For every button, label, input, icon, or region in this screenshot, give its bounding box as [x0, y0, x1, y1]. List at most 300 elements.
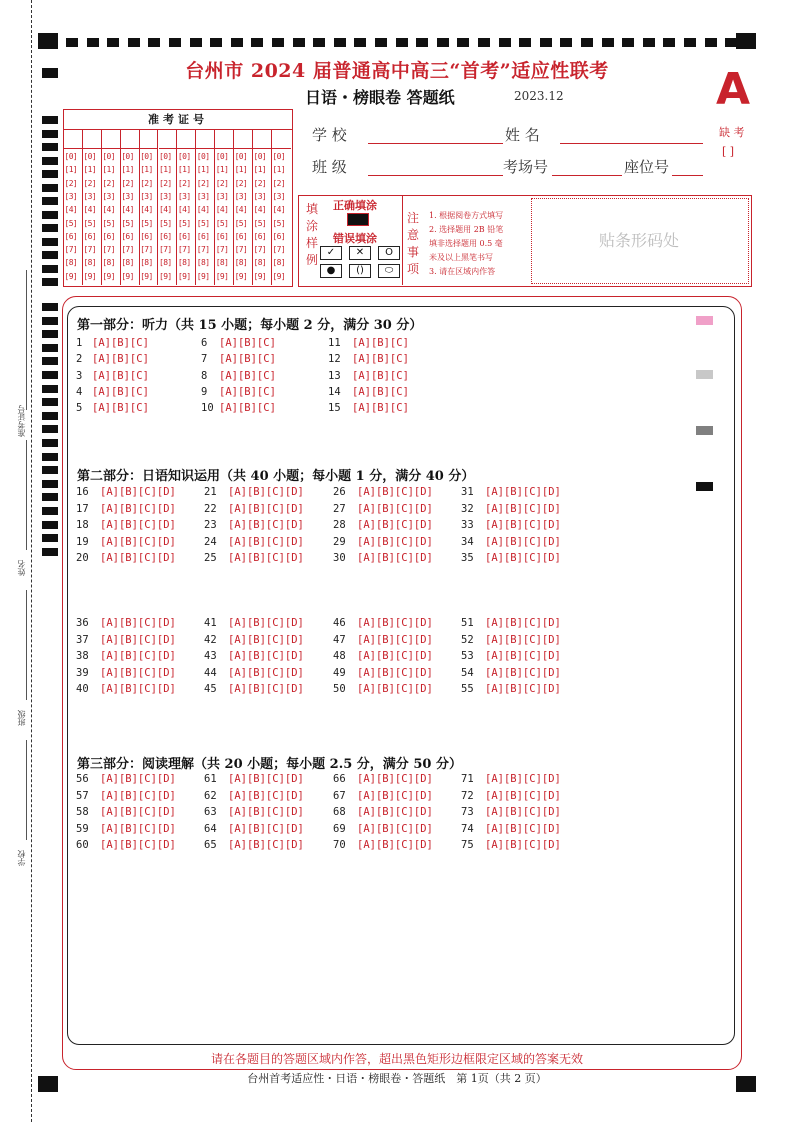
question-number: 46 — [333, 617, 346, 629]
id-bubble[interactable]: [0] — [177, 152, 191, 161]
answer-options[interactable]: [A][B][C][D] — [357, 633, 433, 646]
question-8[interactable] — [201, 370, 276, 382]
id-bubble[interactable]: [4] — [253, 205, 267, 215]
id-bubble[interactable]: [2] — [83, 178, 97, 188]
answer-options[interactable]: [A][B][C][D] — [228, 617, 304, 629]
id-bubble[interactable]: [3] — [196, 191, 210, 201]
id-bubble[interactable]: [4] — [215, 205, 229, 215]
id-bubble[interactable]: [1] — [159, 165, 172, 175]
answer-options[interactable]: [A][B][C][D] — [100, 683, 176, 695]
id-bubble[interactable]: [9] — [177, 271, 191, 281]
answer-options[interactable]: [A][B][C][D] — [357, 683, 433, 695]
id-bubble[interactable]: [7] — [102, 245, 115, 255]
answer-options[interactable]: [A][B][C][D] — [485, 617, 561, 629]
id-digit-box[interactable] — [64, 130, 83, 149]
id-bubble[interactable]: [5] — [234, 218, 248, 228]
id-bubble[interactable]: [9] — [159, 271, 172, 281]
id-bubble[interactable]: [8] — [272, 258, 286, 268]
answer-options[interactable]: [A][B][C][D] — [100, 822, 176, 835]
id-bubble[interactable]: [0] — [272, 152, 286, 161]
answer-options[interactable]: [A][B][C][D] — [357, 822, 433, 835]
notice-label: 注 意 事 项 — [407, 211, 420, 276]
id-bubble[interactable]: [6] — [102, 231, 115, 241]
id-bubble[interactable]: [5] — [102, 218, 115, 228]
question-40[interactable] — [76, 683, 176, 695]
id-bubble[interactable]: [7] — [159, 245, 172, 255]
id-bubble[interactable]: [1] — [196, 165, 210, 175]
answer-options[interactable]: [A][B][C][D] — [357, 502, 433, 515]
id-digit-box[interactable] — [121, 130, 140, 149]
question-26[interactable] — [333, 486, 433, 498]
question-61[interactable] — [204, 773, 304, 785]
answer-options[interactable]: [A][B][C][D] — [485, 502, 561, 515]
answer-options[interactable]: [A][B][C][D] — [228, 650, 304, 662]
question-7[interactable] — [201, 353, 276, 365]
class-field[interactable] — [368, 175, 503, 176]
absent-checkbox[interactable]: [ ] — [722, 145, 735, 158]
question-54[interactable] — [461, 667, 561, 679]
id-bubble[interactable]: [4] — [272, 205, 286, 215]
id-bubble[interactable]: [5] — [159, 218, 172, 228]
question-5[interactable] — [76, 402, 149, 414]
question-44[interactable] — [204, 667, 304, 679]
id-bubble[interactable]: [9] — [83, 271, 97, 281]
id-bubble[interactable]: [6] — [196, 231, 210, 241]
id-bubble[interactable]: [4] — [140, 205, 153, 215]
answer-options[interactable]: [A][B][C][D] — [100, 617, 176, 629]
answer-options[interactable]: [A][B][C][D] — [228, 773, 304, 785]
answer-options[interactable]: [A][B][C][D] — [485, 773, 561, 785]
id-bubble[interactable]: [2] — [196, 178, 210, 188]
id-bubble[interactable]: [9] — [234, 271, 248, 281]
answer-options[interactable]: [A][B][C] — [92, 402, 149, 415]
id-digit-box[interactable] — [83, 130, 102, 149]
id-bubble[interactable]: [8] — [234, 258, 248, 268]
id-bubble[interactable]: [3] — [159, 191, 172, 201]
question-11[interactable] — [328, 337, 409, 349]
id-bubble[interactable]: [8] — [196, 258, 210, 268]
answer-options[interactable]: [A][B][C][D] — [357, 617, 433, 629]
question-50[interactable] — [333, 683, 433, 695]
id-bubble[interactable]: [6] — [234, 231, 248, 241]
answer-options[interactable]: [A][B][C][D] — [100, 789, 176, 802]
answer-options[interactable]: [A][B][C][D] — [228, 666, 304, 679]
question-37[interactable] — [76, 634, 176, 646]
question-31[interactable] — [461, 486, 561, 498]
question-24[interactable] — [204, 536, 304, 548]
question-72[interactable] — [461, 790, 561, 802]
answer-options[interactable]: [A][B][C][D] — [357, 552, 433, 564]
question-22[interactable] — [204, 503, 304, 515]
answer-options[interactable]: [A][B][C] — [92, 337, 149, 349]
id-bubble[interactable]: [9] — [196, 271, 210, 281]
answer-options[interactable]: [A][B][C][D] — [485, 839, 561, 851]
id-bubble[interactable]: [1] — [253, 165, 267, 175]
question-20[interactable] — [76, 552, 176, 564]
question-56[interactable] — [76, 773, 176, 785]
question-66[interactable] — [333, 773, 433, 785]
id-bubble[interactable]: [5] — [253, 218, 267, 228]
question-28[interactable] — [333, 519, 433, 531]
id-bubble[interactable]: [5] — [121, 218, 134, 228]
id-digit-box[interactable] — [253, 130, 272, 149]
question-9[interactable] — [201, 386, 276, 398]
question-60[interactable] — [76, 839, 176, 851]
timing-mark — [190, 38, 202, 47]
id-bubble[interactable]: [8] — [253, 258, 267, 268]
answer-options[interactable]: [A][B][C] — [219, 337, 276, 349]
question-71[interactable] — [461, 773, 561, 785]
id-bubble[interactable]: [4] — [159, 205, 172, 215]
answer-options[interactable]: [A][B][C] — [219, 402, 276, 415]
answer-options[interactable]: [A][B][C][D] — [485, 535, 561, 548]
question-15[interactable] — [328, 402, 409, 414]
question-63[interactable] — [204, 806, 304, 818]
id-bubble[interactable]: [0] — [234, 152, 248, 161]
question-number: 69 — [333, 822, 346, 835]
question-23[interactable] — [204, 519, 304, 531]
id-bubble[interactable]: [3] — [215, 191, 229, 201]
answer-options[interactable]: [A][B][C] — [352, 369, 409, 382]
question-42[interactable] — [204, 634, 304, 646]
answer-options[interactable]: [A][B][C] — [352, 385, 409, 398]
question-39[interactable] — [76, 667, 176, 679]
id-bubble[interactable]: [3] — [140, 191, 153, 201]
question-64[interactable] — [204, 823, 304, 835]
question-27[interactable] — [333, 503, 433, 515]
question-6[interactable] — [201, 337, 276, 349]
question-55[interactable] — [461, 683, 561, 695]
answer-options[interactable]: [A][B][C][D] — [485, 683, 561, 695]
answer-options[interactable]: [A][B][C][D] — [485, 806, 561, 818]
answer-options[interactable]: [A][B][C][D] — [100, 839, 176, 851]
id-bubble[interactable]: [9] — [253, 271, 267, 281]
id-bubble[interactable]: [2] — [140, 178, 153, 188]
question-1[interactable] — [76, 337, 149, 349]
id-bubble[interactable]: [4] — [121, 205, 134, 215]
question-16[interactable] — [76, 486, 176, 498]
answer-options[interactable]: [A][B][C][D] — [357, 535, 433, 548]
id-bubble[interactable]: [9] — [272, 271, 286, 281]
id-bubble[interactable]: [7] — [272, 245, 286, 255]
id-bubble[interactable]: [7] — [196, 245, 210, 255]
question-12[interactable] — [328, 353, 409, 365]
id-bubble[interactable]: [8] — [64, 258, 78, 268]
id-bubble[interactable]: [3] — [234, 191, 248, 201]
question-45[interactable] — [204, 683, 304, 695]
answer-options[interactable]: [A][B][C][D] — [485, 789, 561, 802]
answer-options[interactable]: [A][B][C][D] — [100, 519, 176, 531]
answer-options[interactable]: [A][B][C][D] — [485, 822, 561, 835]
answer-options[interactable]: [A][B][C] — [352, 402, 409, 415]
id-bubble[interactable]: [1] — [64, 165, 78, 175]
answer-options[interactable]: [A][B][C][D] — [100, 486, 176, 498]
answer-options[interactable]: [A][B][C] — [219, 353, 276, 366]
id-bubble[interactable]: [7] — [253, 245, 267, 255]
id-bubble[interactable]: [0] — [83, 152, 97, 161]
id-bubble[interactable]: [6] — [253, 231, 267, 241]
question-29[interactable] — [333, 536, 433, 548]
answer-options[interactable]: [A][B][C][D] — [100, 552, 176, 564]
id-digit-box[interactable] — [102, 130, 121, 149]
answer-options[interactable]: [A][B][C][D] — [485, 552, 561, 564]
id-bubble[interactable]: [8] — [140, 258, 153, 268]
id-bubble[interactable]: [6] — [83, 231, 97, 241]
question-25[interactable] — [204, 552, 304, 564]
id-bubble[interactable]: [3] — [253, 191, 267, 201]
question-48[interactable] — [333, 650, 433, 662]
id-bubble[interactable]: [5] — [64, 218, 78, 228]
answer-options[interactable]: [A][B][C] — [352, 353, 409, 366]
id-bubble[interactable]: [9] — [140, 271, 153, 281]
answer-options[interactable]: [A][B][C][D] — [485, 519, 561, 531]
id-bubble[interactable]: [1] — [102, 165, 115, 175]
question-69[interactable] — [333, 823, 433, 835]
id-bubble[interactable]: [0] — [196, 152, 210, 161]
question-58[interactable] — [76, 806, 176, 818]
question-70[interactable] — [333, 839, 433, 851]
question-41[interactable] — [204, 617, 304, 629]
question-4[interactable] — [76, 386, 149, 398]
id-bubble[interactable]: [5] — [196, 218, 210, 228]
answer-options[interactable]: [A][B][C][D] — [100, 806, 176, 818]
id-bubble[interactable]: [0] — [64, 152, 78, 161]
id-digit-box[interactable] — [196, 130, 215, 149]
id-digit-box[interactable] — [272, 130, 291, 149]
answer-options[interactable]: [A][B][C] — [92, 385, 149, 398]
school-field[interactable] — [368, 143, 503, 144]
question-75[interactable] — [461, 839, 561, 851]
id-bubble[interactable]: [2] — [272, 178, 286, 188]
question-34[interactable] — [461, 536, 561, 548]
answer-options[interactable]: [A][B][C][D] — [357, 519, 433, 531]
id-bubble[interactable]: [3] — [83, 191, 97, 201]
question-59[interactable] — [76, 823, 176, 835]
question-32[interactable] — [461, 503, 561, 515]
question-21[interactable] — [204, 486, 304, 498]
id-bubble[interactable]: [2] — [215, 178, 229, 188]
timing-mark — [42, 278, 58, 286]
id-bubble[interactable]: [9] — [121, 271, 134, 281]
exam-id-title: 准考证号 — [64, 110, 292, 130]
question-36[interactable] — [76, 617, 176, 629]
answer-options[interactable]: [A][B][C][D] — [357, 806, 433, 818]
answer-options[interactable]: [A][B][C][D] — [228, 552, 304, 564]
question-74[interactable] — [461, 823, 561, 835]
id-bubble[interactable]: [8] — [177, 258, 191, 268]
answer-options[interactable]: [A][B][C][D] — [100, 633, 176, 646]
exam-room-field[interactable] — [552, 175, 622, 176]
question-73[interactable] — [461, 806, 561, 818]
id-bubble[interactable]: [7] — [83, 245, 97, 255]
answer-options[interactable]: [A][B][C][D] — [485, 666, 561, 679]
id-digit-box[interactable] — [159, 130, 178, 149]
question-3[interactable] — [76, 370, 149, 382]
answer-options[interactable]: [A][B][C][D] — [228, 486, 304, 498]
id-bubble[interactable]: [3] — [177, 191, 191, 201]
name-field[interactable] — [560, 143, 703, 144]
answer-options[interactable]: [A][B][C][D] — [357, 486, 433, 498]
id-bubble[interactable]: [1] — [121, 165, 134, 175]
id-bubble[interactable]: [5] — [140, 218, 153, 228]
id-bubble[interactable]: [7] — [140, 245, 153, 255]
id-digit-box[interactable] — [234, 130, 253, 149]
answer-options[interactable]: [A][B][C][D] — [228, 839, 304, 851]
question-17[interactable] — [76, 503, 176, 515]
answer-options[interactable]: [A][B][C] — [92, 353, 149, 366]
id-bubble[interactable]: [4] — [177, 205, 191, 215]
question-14[interactable] — [328, 386, 409, 398]
id-bubble[interactable]: [2] — [121, 178, 134, 188]
id-bubble[interactable]: [0] — [102, 152, 115, 161]
id-bubble[interactable]: [0] — [253, 152, 267, 161]
question-number: 40 — [76, 683, 89, 695]
id-bubble[interactable]: [2] — [102, 178, 115, 188]
answer-options[interactable]: [A][B][C][D] — [357, 666, 433, 679]
id-bubble[interactable]: [4] — [234, 205, 248, 215]
seat-field[interactable] — [672, 175, 703, 176]
id-bubble[interactable]: [0] — [140, 152, 153, 161]
answer-options[interactable]: [A][B][C][D] — [228, 535, 304, 548]
answer-options[interactable]: [A][B][C] — [219, 385, 276, 398]
id-bubble[interactable]: [1] — [83, 165, 97, 175]
id-bubble[interactable]: [1] — [215, 165, 229, 175]
id-digit-box[interactable] — [215, 130, 234, 149]
id-bubble[interactable]: [1] — [140, 165, 153, 175]
id-bubble[interactable]: [0] — [159, 152, 172, 161]
id-bubble[interactable]: [9] — [215, 271, 229, 281]
id-bubble[interactable]: [6] — [215, 231, 229, 241]
id-bubble[interactable]: [4] — [64, 205, 78, 215]
question-13[interactable] — [328, 370, 409, 382]
id-bubble[interactable]: [9] — [102, 271, 115, 281]
id-bubble[interactable]: [6] — [177, 231, 191, 241]
question-49[interactable] — [333, 667, 433, 679]
id-bubble[interactable]: [2] — [253, 178, 267, 188]
timing-mark — [42, 385, 58, 393]
id-bubble[interactable]: [4] — [83, 205, 97, 215]
id-bubble[interactable]: [8] — [215, 258, 229, 268]
timing-mark — [251, 38, 263, 47]
answer-options[interactable]: [A][B][C][D] — [485, 486, 561, 498]
id-bubble[interactable]: [8] — [159, 258, 172, 268]
question-52[interactable] — [461, 634, 561, 646]
id-digit-box[interactable] — [140, 130, 159, 149]
question-68[interactable] — [333, 806, 433, 818]
question-18[interactable] — [76, 519, 176, 531]
question-30[interactable] — [333, 552, 433, 564]
id-bubble[interactable]: [7] — [234, 245, 248, 255]
id-bubble[interactable]: [7] — [121, 245, 134, 255]
answer-options[interactable]: [A][B][C][D] — [228, 519, 304, 531]
answer-options[interactable]: [A][B][C] — [219, 369, 276, 382]
answer-options[interactable]: [A][B][C][D] — [357, 650, 433, 662]
question-43[interactable] — [204, 650, 304, 662]
answer-options[interactable]: [A][B][C][D] — [485, 633, 561, 646]
question-10[interactable] — [201, 402, 276, 414]
question-number: 39 — [76, 666, 89, 679]
id-bubble[interactable]: [6] — [272, 231, 286, 241]
question-35[interactable] — [461, 552, 561, 564]
timing-mark — [148, 38, 160, 47]
id-bubble[interactable]: [3] — [272, 191, 286, 201]
id-bubble[interactable]: [3] — [121, 191, 134, 201]
id-bubble[interactable]: [2] — [64, 178, 78, 188]
question-57[interactable] — [76, 790, 176, 802]
id-bubble[interactable]: [5] — [272, 218, 286, 228]
question-number: 57 — [76, 789, 89, 802]
answer-options[interactable]: [A][B][C][D] — [100, 502, 176, 515]
id-bubble[interactable]: [8] — [83, 258, 97, 268]
answer-options[interactable]: [A][B][C][D] — [228, 633, 304, 646]
question-33[interactable] — [461, 519, 561, 531]
id-bubble[interactable]: [9] — [64, 271, 78, 281]
id-bubble[interactable]: [4] — [102, 205, 115, 215]
question-67[interactable] — [333, 790, 433, 802]
id-bubble[interactable]: [0] — [121, 152, 134, 161]
id-bubble[interactable]: [4] — [196, 205, 210, 215]
answer-options[interactable]: [A][B][C][D] — [485, 650, 561, 662]
id-bubble[interactable]: [8] — [121, 258, 134, 268]
answer-options[interactable]: [A][B][C][D] — [100, 773, 176, 785]
id-bubble[interactable]: [3] — [64, 191, 78, 201]
answer-options[interactable]: [A][B][C][D] — [228, 502, 304, 515]
answer-options[interactable]: [A][B][C][D] — [228, 789, 304, 802]
answer-options[interactable]: [A][B][C][D] — [228, 683, 304, 695]
answer-options[interactable]: [A][B][C] — [352, 337, 409, 349]
answer-options[interactable]: [A][B][C][D] — [100, 650, 176, 662]
id-bubble[interactable]: [6] — [140, 231, 153, 241]
answer-options[interactable]: [A][B][C][D] — [100, 535, 176, 548]
id-bubble[interactable]: [5] — [177, 218, 191, 228]
question-53[interactable] — [461, 650, 561, 662]
id-bubble[interactable]: [6] — [121, 231, 134, 241]
id-bubble[interactable]: [5] — [83, 218, 97, 228]
answer-options[interactable]: [A][B][C][D] — [357, 773, 433, 785]
id-bubble[interactable]: [7] — [215, 245, 229, 255]
answer-options[interactable]: [A][B][C][D] — [357, 839, 433, 851]
question-46[interactable] — [333, 617, 433, 629]
id-bubble[interactable]: [3] — [102, 191, 115, 201]
id-bubble[interactable]: [1] — [234, 165, 248, 175]
answer-options[interactable]: [A][B][C][D] — [228, 822, 304, 835]
question-47[interactable] — [333, 634, 433, 646]
question-2[interactable] — [76, 353, 149, 365]
id-bubble[interactable]: [1] — [272, 165, 286, 175]
answer-options[interactable]: [A][B][C][D] — [228, 806, 304, 818]
id-bubble[interactable]: [2] — [177, 178, 191, 188]
question-62[interactable] — [204, 790, 304, 802]
answer-options[interactable]: [A][B][C] — [92, 369, 149, 382]
id-bubble[interactable]: [2] — [234, 178, 248, 188]
id-bubble[interactable]: [1] — [177, 165, 191, 175]
question-19[interactable] — [76, 536, 176, 548]
question-51[interactable] — [461, 617, 561, 629]
id-bubble[interactable]: [6] — [159, 231, 172, 241]
question-38[interactable] — [76, 650, 176, 662]
id-bubble[interactable]: [2] — [159, 178, 172, 188]
question-65[interactable] — [204, 839, 304, 851]
id-bubble[interactable]: [5] — [215, 218, 229, 228]
answer-options[interactable]: [A][B][C][D] — [357, 789, 433, 802]
answer-options[interactable]: [A][B][C][D] — [100, 666, 176, 679]
id-digit-box[interactable] — [177, 130, 196, 149]
id-bubble[interactable]: [8] — [102, 258, 115, 268]
id-bubble[interactable]: [0] — [215, 152, 229, 161]
id-bubble[interactable]: [7] — [64, 245, 78, 255]
id-bubble[interactable]: [7] — [177, 245, 191, 255]
id-bubble[interactable]: [6] — [64, 231, 78, 241]
